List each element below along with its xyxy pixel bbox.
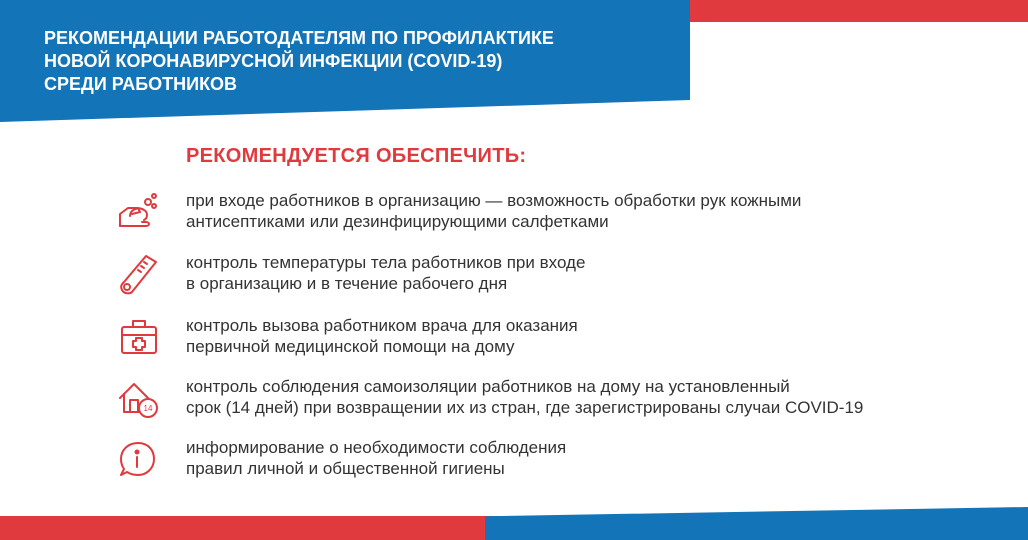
page-title	[44, 27, 684, 96]
item-line-2: антисептиками или дезинфицирующими салфетками	[186, 212, 609, 231]
hand-wash-icon	[116, 190, 162, 236]
item-text	[186, 252, 585, 294]
list-item	[116, 376, 996, 426]
days-badge: 14	[143, 404, 153, 413]
item-line-2: срок (14 дней) при возвращении их из стран, где зарегистрированы случаи COVID-19	[186, 398, 864, 417]
item-line-1: контроль температуры тела работников при входе	[186, 253, 586, 272]
list-item	[116, 252, 996, 302]
title-line-1: РЕКОМЕНДАЦИИ РАБОТОДАТЕЛЯМ ПО ПРОФИЛАКТИКЕ	[44, 28, 554, 48]
item-text	[186, 190, 801, 232]
title-line-2: НОВОЙ КОРОНАВИРУСНОЙ ИНФЕКЦИИ (COVID-19)	[44, 51, 503, 71]
medical-kit-icon	[116, 315, 162, 361]
bottom-blue-stripe	[485, 507, 1028, 540]
bottom-red-stripe	[0, 516, 500, 540]
list-item	[116, 190, 996, 240]
item-text	[186, 437, 566, 479]
list-item	[116, 437, 996, 487]
section-heading: РЕКОМЕНДУЕТСЯ ОБЕСПЕЧИТЬ:	[186, 145, 527, 167]
home-quarantine-icon	[116, 376, 162, 422]
top-red-stripe	[682, 0, 1028, 22]
item-line-1: информирование о необходимости соблюдения	[186, 438, 567, 457]
item-line-1: при входе работников в организацию — возможность обработки рук кожными	[186, 191, 802, 210]
item-text	[186, 376, 863, 418]
item-line-1: контроль соблюдения самоизоляции работников на дому на установленный	[186, 377, 790, 396]
thermometer-icon	[116, 252, 162, 298]
list-item	[116, 315, 996, 365]
title-line-3: СРЕДИ РАБОТНИКОВ	[44, 74, 238, 94]
item-line-2: правил личной и общественной гигиены	[186, 459, 505, 478]
item-line-2: в организацию и в течение рабочего дня	[186, 274, 508, 293]
item-line-2: первичной медицинской помощи на дому	[186, 337, 515, 356]
item-line-1: контроль вызова работником врача для оказания	[186, 316, 578, 335]
item-text	[186, 315, 578, 357]
info-icon	[116, 437, 162, 483]
